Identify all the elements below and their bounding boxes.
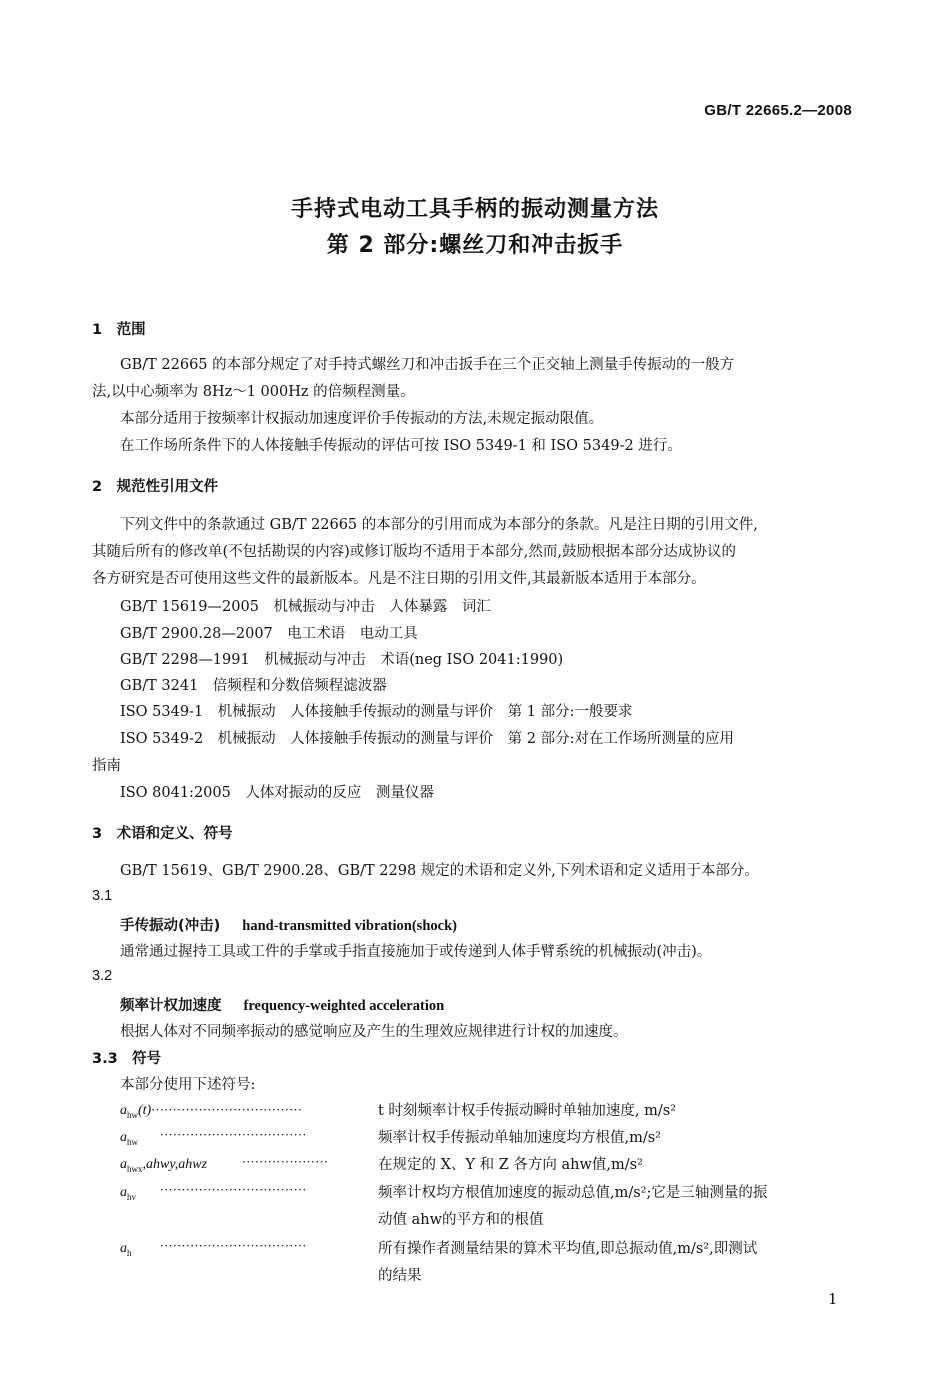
symbol-description: 频率计权手传振动单轴加速度均方根值,m/s²: [378, 1130, 661, 1146]
title-line-2: 第 2 部分:螺丝刀和冲击扳手: [326, 233, 624, 258]
symbol: $a_{hv}$: [120, 1185, 136, 1202]
symbol-description: t 时刻频率计权手传振动瞬时单轴加速度, m/s²: [378, 1103, 677, 1119]
symbol-description: 在规定的 X、Y 和 Z 各方向 ahw值,m/s²: [378, 1157, 643, 1173]
section-1-heading: 1 范围: [92, 322, 146, 338]
section-2-para-line-3: 各方研究是否可使用这些文件的最新版本。凡是不注日期的引用文件,其最新版本适用于本部分。: [92, 571, 706, 587]
symbol-entry: [120, 1099, 302, 1120]
clause-3-1-number: 3.1: [92, 888, 113, 904]
symbol-entry: [120, 1181, 136, 1202]
leader-dots: ··································: [160, 1128, 307, 1142]
page-number: 1: [828, 1290, 838, 1308]
reference-item: ISO 5349-1 机械振动 人体接触手传振动的测量与评价 第 1 部分:一般要求: [120, 704, 633, 720]
symbol-entry: [120, 1237, 132, 1258]
symbol-description: 所有操作者测量结果的算术平均值,即总振动值,m/s²,即测试: [378, 1241, 758, 1257]
clause-3-3-heading: 3.3 符号: [92, 1051, 162, 1067]
section-1-para-2: 本部分适用于按频率计权振动加速度评价手传振动的方法,未规定振动限值。: [120, 411, 604, 427]
section-2-para-line-1: 下列文件中的条款通过 GB/T 22665 的本部分的引用而成为本部分的条款。凡是注日期的引用文件,: [120, 517, 758, 533]
section-1-para-1-line-2: 法,以中心频率为 8Hz～1 000Hz 的倍频程测量。: [92, 384, 415, 400]
leader-dots: ··································: [160, 1239, 307, 1253]
symbol: $a_{hwx},ahwy,ahwz$: [120, 1157, 208, 1174]
symbol: $a_{hw}(t)$: [120, 1103, 152, 1120]
reference-item: GB/T 2900.28—2007 电工术语 电动工具: [120, 626, 418, 642]
section-1-para-1-line-1: GB/T 22665 的本部分规定了对手持式螺丝刀和冲击扳手在三个正交轴上测量手传振动的一般方: [120, 357, 735, 373]
term-english: hand-transmitted vibration(shock): [242, 918, 457, 934]
clause-3-2-number: 3.2: [92, 968, 113, 984]
symbol-description: 频率计权均方根值加速度的振动总值,m/s²;它是三轴测量的振: [378, 1185, 768, 1201]
term-chinese: 频率计权加速度: [120, 998, 222, 1014]
reference-item: GB/T 3241 倍频程和分数倍频程滤波器: [120, 678, 387, 694]
leader-dots: ····················: [242, 1155, 329, 1169]
term-chinese: 手传振动(冲击): [120, 918, 221, 934]
clause-3-1-term: [120, 914, 457, 935]
symbol-entry: [120, 1126, 138, 1147]
clause-3-2-term: [120, 994, 444, 1015]
title-line-1: 手持式电动工具手柄的振动测量方法: [290, 197, 659, 222]
symbol: $a_{hw}$: [120, 1130, 138, 1147]
symbol-description-continuation: 的结果: [378, 1268, 422, 1284]
section-1-para-3: 在工作场所条件下的人体接触手传振动的评估可按 ISO 5349-1 和 ISO 5349-2 进行。: [120, 438, 682, 454]
reference-item: GB/T 15619—2005 机械振动与冲击 人体暴露 词汇: [120, 599, 491, 615]
leader-dots: ···································: [151, 1103, 303, 1117]
section-2-heading: 2 规范性引用文件: [92, 479, 219, 495]
reference-item-continuation: 指南: [92, 758, 121, 774]
section-3-heading: 3 术语和定义、符号: [92, 826, 233, 842]
term-english: frequency-weighted acceleration: [243, 998, 445, 1014]
clause-3-1-definition: 通常通过握持工具或工件的手掌或手指直接施加于或传递到人体手臂系统的机械振动(冲击)。: [120, 944, 712, 960]
clause-3-2-definition: 根据人体对不同频率振动的感觉响应及产生的生理效应规律进行计权的加速度。: [120, 1024, 628, 1040]
clause-3-3-intro: 本部分使用下述符号:: [120, 1077, 256, 1093]
symbol-entry: [120, 1153, 207, 1174]
reference-item: ISO 8041:2005 人体对振动的反应 测量仪器: [120, 785, 434, 801]
section-2-para-line-2: 其随后所有的修改单(不包括勘误的内容)或修订版均不适用于本部分,然而,鼓励根据本部分达成协议的: [92, 544, 737, 560]
reference-item: ISO 5349-2 机械振动 人体接触手传振动的测量与评价 第 2 部分:对在工作场所测量的应用: [120, 731, 735, 747]
reference-item: GB/T 2298—1991 机械振动与冲击 术语(neg ISO 2041:1990): [120, 652, 564, 668]
leader-dots: ··································: [160, 1183, 307, 1197]
section-3-intro: GB/T 15619、GB/T 2900.28、GB/T 2298 规定的术语和定义外,下列术语和定义适用于本部分。: [120, 863, 759, 879]
standard-id: GB/T 22665.2—2008: [704, 102, 852, 119]
symbol-description-continuation: 动值 ahw的平方和的根值: [378, 1212, 544, 1228]
symbol: $a_h$: [120, 1241, 132, 1258]
